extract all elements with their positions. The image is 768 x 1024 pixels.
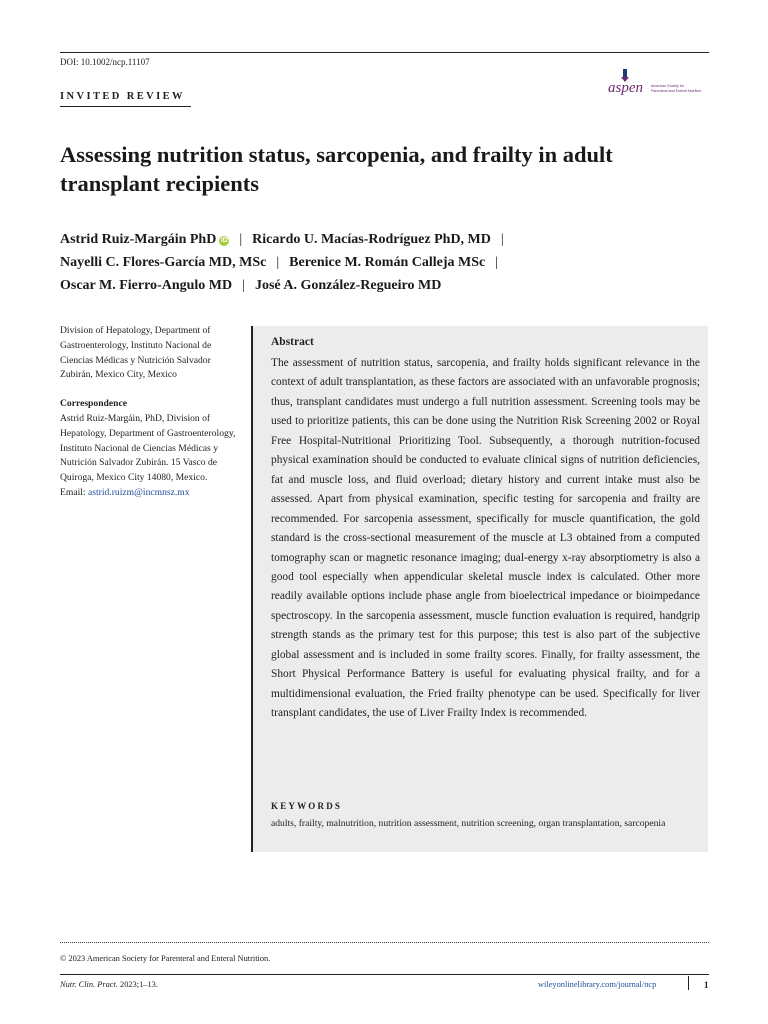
correspondence-text: Astrid Ruiz-Margáin, PhD, Division of Hepatology, Department of Gastroenterology, Instituto Nacional de Ciencias Médicas y Nutrición Salvador Zubirán. 15 Vasco de Quiroga, Mexico City 14080, Mexico. xyxy=(60,413,236,484)
author-1[interactable]: Astrid Ruiz-Margáin PhD xyxy=(60,232,217,247)
top-rule xyxy=(60,52,709,53)
logo-tagline-2: Parenteral and Enteral Nutrition xyxy=(651,89,702,93)
correspondence-heading: Correspondence xyxy=(60,398,127,409)
footnote-divider xyxy=(60,942,709,943)
keywords-heading: KEYWORDS xyxy=(271,801,343,811)
author-separator: | xyxy=(495,255,499,270)
citation-volume: 2023;1–13. xyxy=(120,980,158,989)
doi[interactable]: DOI: 10.1002/ncp.11107 xyxy=(60,57,150,67)
email-label: Email: xyxy=(60,486,86,498)
author-separator: | xyxy=(242,278,245,293)
author-4[interactable]: Berenice M. Román Calleja MSc xyxy=(289,255,486,270)
author-list xyxy=(60,228,720,297)
aspen-logo[interactable] xyxy=(606,68,710,100)
section-label: INVITED REVIEW xyxy=(60,91,185,102)
email-link[interactable]: astrid.ruizm@incmnsz.mx xyxy=(87,486,190,498)
abstract-side-bar xyxy=(251,326,253,852)
footer-rule xyxy=(60,974,709,975)
author-6[interactable]: José A. González-Regueiro MD xyxy=(254,278,442,293)
page-number: 1 xyxy=(704,980,709,990)
author-separator: | xyxy=(239,232,243,247)
author-separator: | xyxy=(276,255,280,270)
logo-tagline-1: American Society for xyxy=(651,84,685,88)
keywords-text: adults, frailty, malnutrition, nutrition assessment, nutrition screening, organ transplantation, sarcopenia xyxy=(271,818,666,829)
footer-divider xyxy=(688,976,689,990)
correspondence-block xyxy=(60,412,240,501)
journal-abbrev: Nutr. Clin. Pract. xyxy=(60,980,118,989)
affiliation: Division of Hepatology, Department of Gastroenterology, Instituto Nacional de Ciencias Médicas y Nutrición Salvador Zubirán, Mexico City, Mexico xyxy=(60,325,212,381)
journal-url-link[interactable]: wileyonlinelibrary.com/journal/ncp xyxy=(538,980,657,989)
logo-word: aspen xyxy=(608,80,643,96)
orcid-icon[interactable]: iD xyxy=(220,237,228,244)
section-underline xyxy=(60,106,191,107)
citation-footer xyxy=(60,980,158,989)
author-5[interactable]: Oscar M. Fierro-Angulo MD xyxy=(60,278,233,293)
abstract-text: The assessment of nutrition status, sarcopenia, and frailty holds significant relevance in the context of adult transplantation, as these factors are associated with an unfavorable prognosis; thus, transplant candidates must undergo a full nutrition assessment. Screening tools may be used to prioritize patients, this can be done using the Nutrition Risk Screening 2002 or Royal Free Hospital-Nutritional Prioritizing Tool. Subsequently, a thorough nutrition-focused physical examination should be conducted to evaluate clinical signs of nutrition deficiencies, fat and muscle loss, and fluid overload; dietary history and current intake must also be assessed. Apart from physical examination, specific testing for sarcopenia and frailty are recommended. For sarcopenia assessment, specifically for muscle quantification, the gold standard is the cross-sectional measurement of the muscle at L3 obtained from a computed tomography scan or magnetic resonance imaging; dual-energy x-ray absorptiometry is also a good tool especially when appendicular skeletal muscle index is calculated. Other more readily available options include phase angle from bioelectrical impedance or bioimpedance spectroscopy. In the sarcopenia assessment, muscle function evaluation is required, handgrip strength stands as the primary test for this purpose; this test is also part of the subjective global assessment and is included in some frailty scores. Finally, for frailty assessment, the Short Physical Performance Battery is useful for evaluating physical frailty, and for a multidimensional evaluation, the Fried frailty phenotype can be used. Specifically for liver transplant candidates, the use of Liver Frailty Index is recommended. xyxy=(271,357,700,720)
author-2[interactable]: Ricardo U. Macías-Rodríguez PhD, MD xyxy=(252,232,491,247)
author-3[interactable]: Nayelli C. Flores-García MD, MSc xyxy=(60,255,267,270)
author-separator: | xyxy=(500,232,504,247)
copyright: © 2023 American Society for Parenteral and Enteral Nutrition. xyxy=(60,954,271,963)
abstract-heading: Abstract xyxy=(271,336,314,348)
article-title: Assessing nutrition status, sarcopenia, and frailty in adult transplant recipients xyxy=(60,142,613,196)
